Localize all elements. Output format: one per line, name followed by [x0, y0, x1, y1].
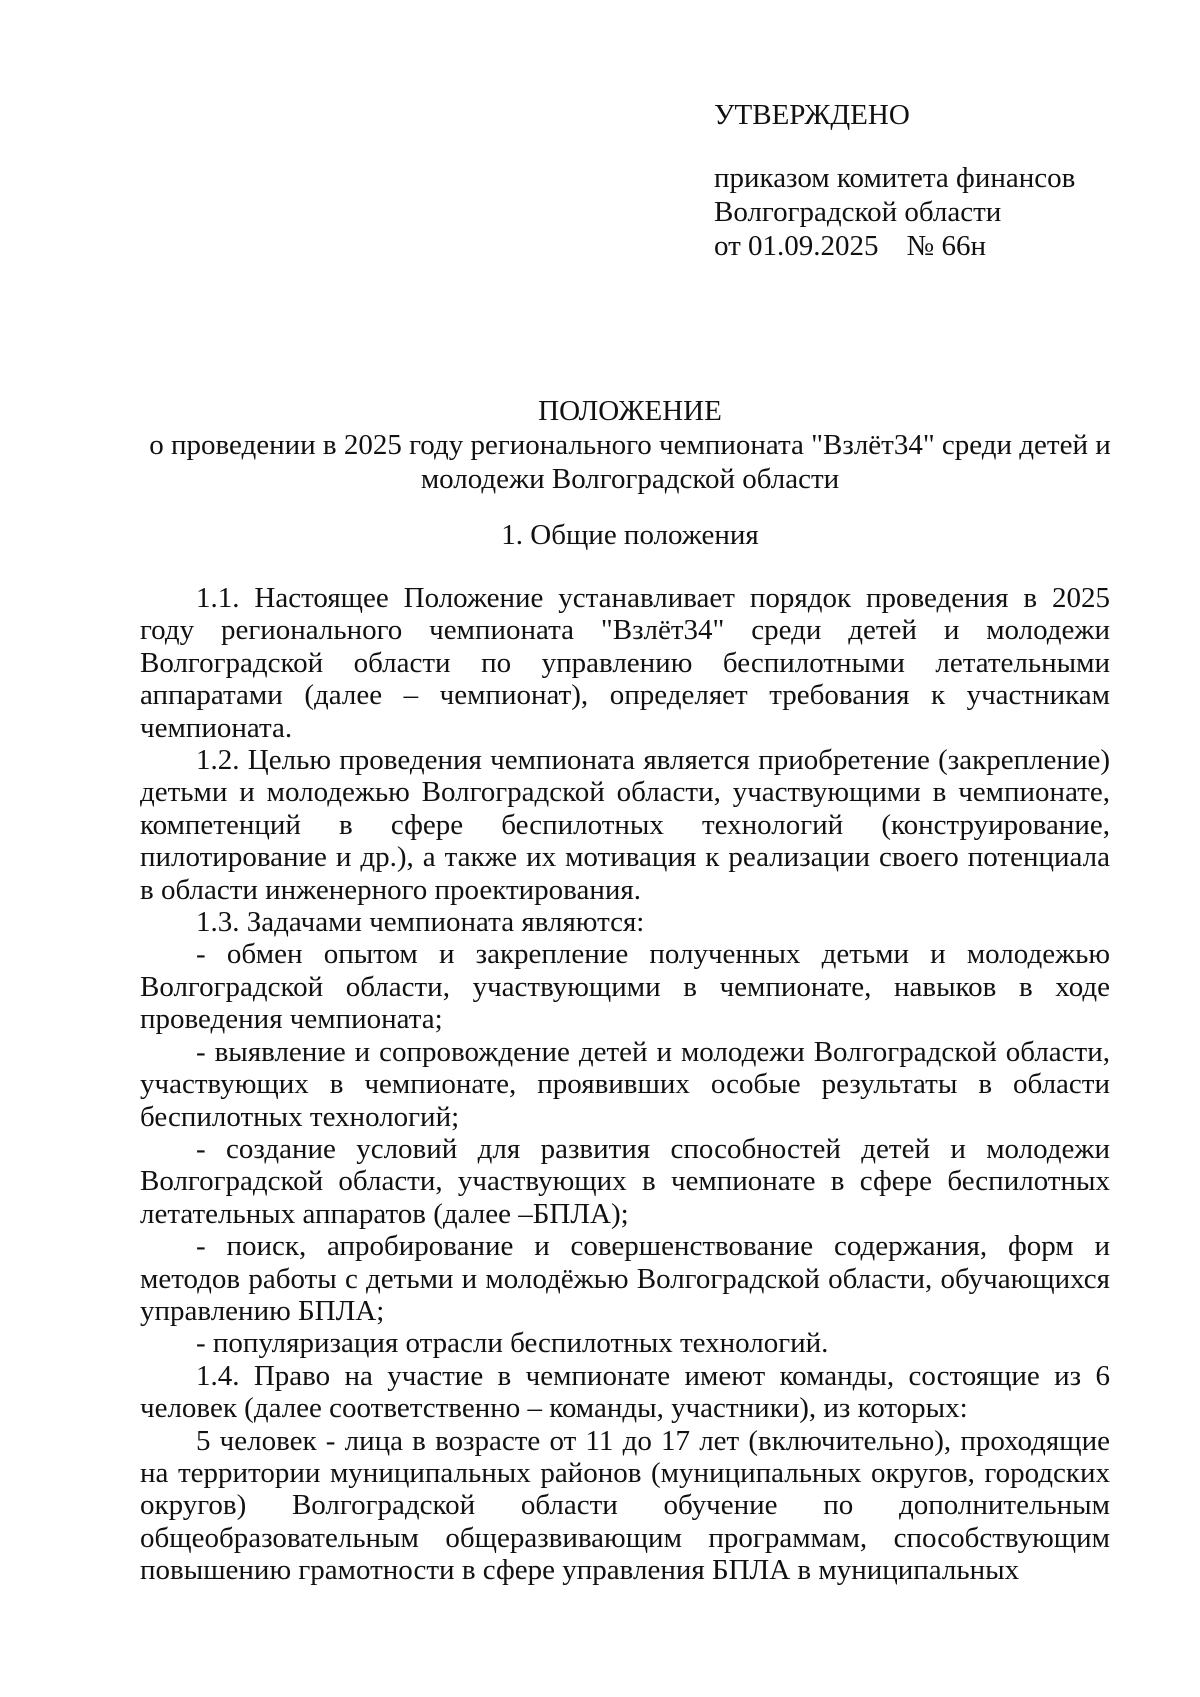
- document-heading: ПОЛОЖЕНИЕ: [538, 395, 722, 427]
- task-item: - выявление и сопровождение детей и молодежи Волгоградской области, участвующих в чемпионате, проявивших особые результаты в области беспилотных технологий;: [140, 1035, 1110, 1133]
- approval-stamp: [714, 98, 1134, 263]
- task-item: - поиск, апробирование и совершенствование содержания, форм и методов работы с детьми и молодёжью Волгоградской области, обучающихся управлению БПЛА;: [140, 1230, 1110, 1327]
- paragraph-1-4: 1.4. Право на участие в чемпионате имеют команды, состоящие из 6 человек (далее соответственно – команды, участники), из которых:: [140, 1359, 1110, 1425]
- document-body: [140, 582, 1110, 1587]
- approval-region-line: Волгоградской области: [714, 196, 1002, 228]
- section-title: 1. Общие положения: [501, 519, 759, 551]
- paragraph-1-1: 1.1. Настоящее Положение устанавливает порядок проведения в 2025 году регионального чемпионата "Взлёт34" среди детей и молодежи Волгоградской области по управлению беспилотными летательными аппаратами (далее – чемпионат), определяет требования к участникам чемпионата.: [140, 582, 1110, 744]
- approved-label: УТВЕРЖДЕНО: [714, 99, 910, 131]
- approval-order-line: приказом комитета финансов: [714, 162, 1076, 194]
- task-item: - создание условий для развития способностей детей и молодежи Волгоградской области, участвующих в чемпионате в сфере беспилотных летательных аппаратов (далее –БПЛА);: [140, 1132, 1110, 1230]
- document-title-block: [130, 394, 1130, 496]
- approval-date: от 01.09.2025: [714, 230, 879, 262]
- approval-date-line: [714, 229, 1134, 263]
- paragraph-participants: 5 человек - лица в возрасте от 11 до 17 лет (включительно), проходящие на территории муниципальных районов (муниципальных округов, городских округов) Волгоградской области обучение по дополнительным общеобразовательным общеразвивающим программам, способствующим повышению грамотности в сфере управления БПЛА в муниципальных: [140, 1424, 1110, 1587]
- approval-number: № 66н: [906, 230, 986, 262]
- paragraph-1-2: 1.2. Целью проведения чемпионата является приобретение (закрепление) детьми и молодежью Волгоградской области, участвующими в чемпионате, компетенций в сфере беспилотных технологий (конструирование, пилотирование и др.), а также их мотивация к реализации своего потенциала в области инженерного проектирования.: [140, 744, 1110, 906]
- task-item: - обмен опытом и закрепление полученных детьми и молодежью Волгоградской области, участвующими в чемпионате, навыков в ходе проведения чемпионата;: [140, 938, 1110, 1036]
- task-item: - популяризация отрасли беспилотных технологий.: [196, 1327, 829, 1360]
- document-subtitle: о проведении в 2025 году регионального чемпионата "Взлёт34" среди детей и молодежи Волгоградской области: [149, 429, 1111, 495]
- paragraph-1-3: 1.3. Задачами чемпионата являются:: [196, 906, 645, 939]
